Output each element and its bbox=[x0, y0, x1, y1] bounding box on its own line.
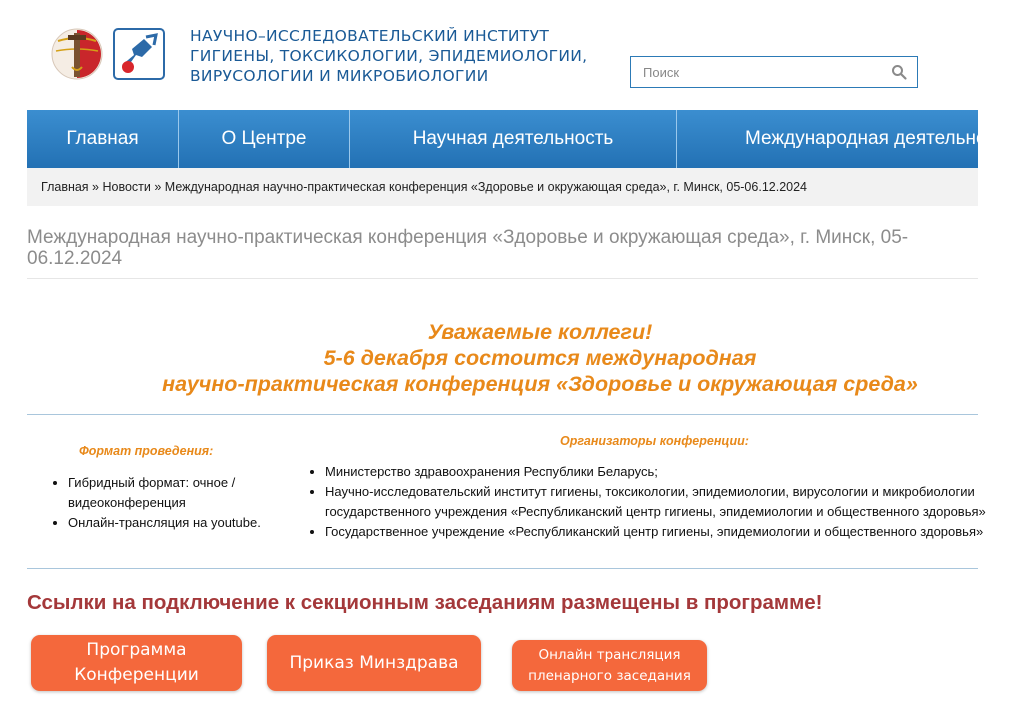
organizers-title: Организаторы конференции: bbox=[560, 434, 749, 448]
institute-title[interactable] bbox=[190, 26, 587, 86]
institute-emblem-icon[interactable] bbox=[50, 27, 104, 81]
institute-title-line: НАУЧНО–ИССЛЕДОВАТЕЛЬСКИЙ ИНСТИТУТ bbox=[190, 27, 550, 45]
program-button[interactable] bbox=[31, 635, 242, 691]
nav-item-international[interactable]: Международная деятельность bbox=[745, 128, 1015, 149]
list-item: • Министерство здравоохранения Республики Беларусь; bbox=[325, 462, 996, 482]
breadcrumb-text[interactable]: Главная » Новости » Международная научно-практическая конференция «Здоровье и окружающая среда», г. Минск, 05-06.12.2024 bbox=[41, 180, 807, 194]
search-box bbox=[630, 56, 918, 88]
breadcrumb bbox=[27, 168, 978, 206]
list-item: • Гибридный формат: очное / видеоконференция bbox=[68, 473, 298, 513]
format-list bbox=[50, 473, 298, 533]
main-nav bbox=[27, 110, 1015, 168]
nav-item-home[interactable]: Главная bbox=[66, 128, 139, 149]
links-heading: Ссылки на подключение к секционным заседаниям размещены в программе! bbox=[27, 591, 823, 614]
nav-item-science[interactable]: Научная деятельность bbox=[412, 128, 614, 149]
center-logo-icon[interactable] bbox=[112, 27, 166, 81]
announcement bbox=[100, 319, 980, 397]
list-item: • Государственное учреждение «Республиканский центр гигиены, эпидемиологии и общественного здоровья» bbox=[325, 522, 996, 542]
institute-title-line: ВИРУСОЛОГИИ И МИКРОБИОЛОГИИ bbox=[190, 67, 489, 85]
divider bbox=[27, 568, 978, 569]
list-item: • Онлайн-трансляция на youtube. bbox=[68, 513, 298, 533]
button-label-line: Онлайн трансляция bbox=[538, 647, 681, 663]
announcement-line: 5-6 декабря состоится международная bbox=[323, 346, 757, 370]
button-label-line: Приказ Минздрава bbox=[289, 653, 459, 673]
button-label-line: пленарного заседания bbox=[528, 668, 691, 684]
list-item-line: Научно-исследовательский институт гигиены, токсикологии, эпидемиологии, вирусологии и микробиологии bbox=[325, 484, 975, 499]
announcement-line: Уважаемые коллеги! bbox=[427, 320, 653, 344]
search-input[interactable] bbox=[631, 57, 883, 87]
ministry-order-button[interactable] bbox=[267, 635, 481, 691]
button-label-line: Конференции bbox=[74, 665, 199, 685]
format-title: Формат проведения: bbox=[79, 444, 214, 458]
button-label-line: Программа bbox=[86, 640, 187, 660]
online-stream-button[interactable] bbox=[512, 640, 707, 691]
organizers-list bbox=[307, 462, 996, 542]
list-item bbox=[325, 482, 996, 522]
divider bbox=[27, 278, 978, 279]
list-item-line: государственного учреждения «Республиканский центр гигиены, эпидемиологии и общественного здоровья» bbox=[325, 504, 986, 519]
page-title: Международная научно-практическая конференция «Здоровье и окружающая среда», г. Минск, 05-06.12.2024 bbox=[27, 227, 909, 269]
announcement-line: научно-практическая конференция «Здоровье и окружающая среда» bbox=[162, 372, 918, 396]
divider bbox=[27, 414, 978, 415]
institute-title-line: ГИГИЕНЫ, ТОКСИКОЛОГИИ, ЭПИДЕМИОЛОГИИ, bbox=[190, 47, 588, 65]
nav-item-about[interactable]: О Центре bbox=[221, 128, 307, 149]
search-icon[interactable] bbox=[891, 64, 907, 80]
